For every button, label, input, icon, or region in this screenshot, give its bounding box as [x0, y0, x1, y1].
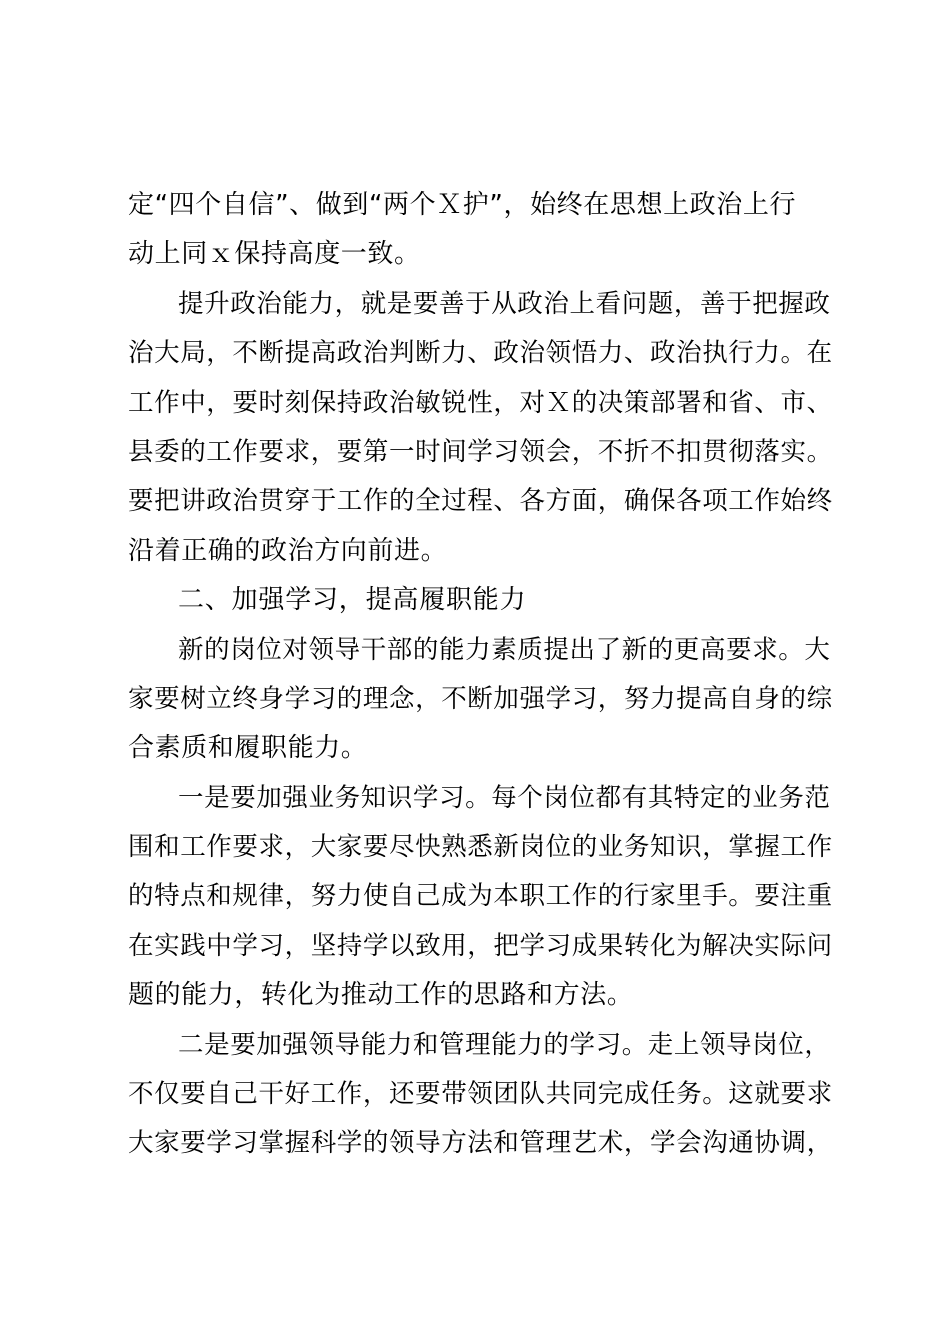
text-line: 要把讲政治贯穿于工作的全过程、各方面，确保各项工作始终 — [128, 486, 833, 517]
paragraph-first-line: 新的岗位对领导干部的能力素质提出了新的更高要求。大 — [178, 634, 831, 665]
paragraph-first-line: 提升政治能力，就是要善于从政治上看问题，善于把握政 — [178, 288, 831, 319]
text-line: 动上同ｘ保持高度一致。 — [128, 239, 421, 270]
text-line: 工作中，要时刻保持政治敏锐性，对Ｘ的决策部署和省、市、 — [128, 387, 833, 418]
text-line: 不仅要自己干好工作，还要带领团队共同完成任务。这就要求 — [128, 1079, 833, 1110]
text-line: 在实践中学习，坚持学以致用，把学习成果转化为解决实际问 — [128, 930, 833, 961]
text-line: 沿着正确的政治方向前进。 — [128, 535, 448, 566]
text-line: 县委的工作要求，要第一时间学习领会，不折不扣贯彻落实。 — [128, 436, 833, 467]
document-body — [128, 181, 838, 1169]
text-line: 家要树立终身学习的理念，不断加强学习，努力提高自身的综 — [128, 683, 833, 714]
paragraph-first-line: 一是要加强业务知识学习。每个岗位都有其特定的业务范 — [178, 782, 831, 813]
text-line: 治大局，不断提高政治判断力、政治领悟力、政治执行力。在 — [128, 338, 833, 369]
paragraph-first-line: 二是要加强领导能力和管理能力的学习。走上领导岗位， — [178, 1029, 831, 1060]
text-line: 合素质和履职能力。 — [128, 733, 368, 764]
text-line: 的特点和规律，努力使自己成为本职工作的行家里手。要注重 — [128, 881, 833, 912]
text-line: 大家要学习掌握科学的领导方法和管理艺术，学会沟通协调， — [128, 1128, 833, 1159]
text-line: 围和工作要求，大家要尽快熟悉新岗位的业务知识，掌握工作 — [128, 832, 833, 863]
text-line: 定“四个自信”、做到“两个Ｘ护”，始终在思想上政治上行 — [128, 190, 797, 220]
section-heading: 二、加强学习，提高履职能力 — [178, 585, 527, 616]
text-line: 题的能力，转化为推动工作的思路和方法。 — [128, 980, 634, 1011]
